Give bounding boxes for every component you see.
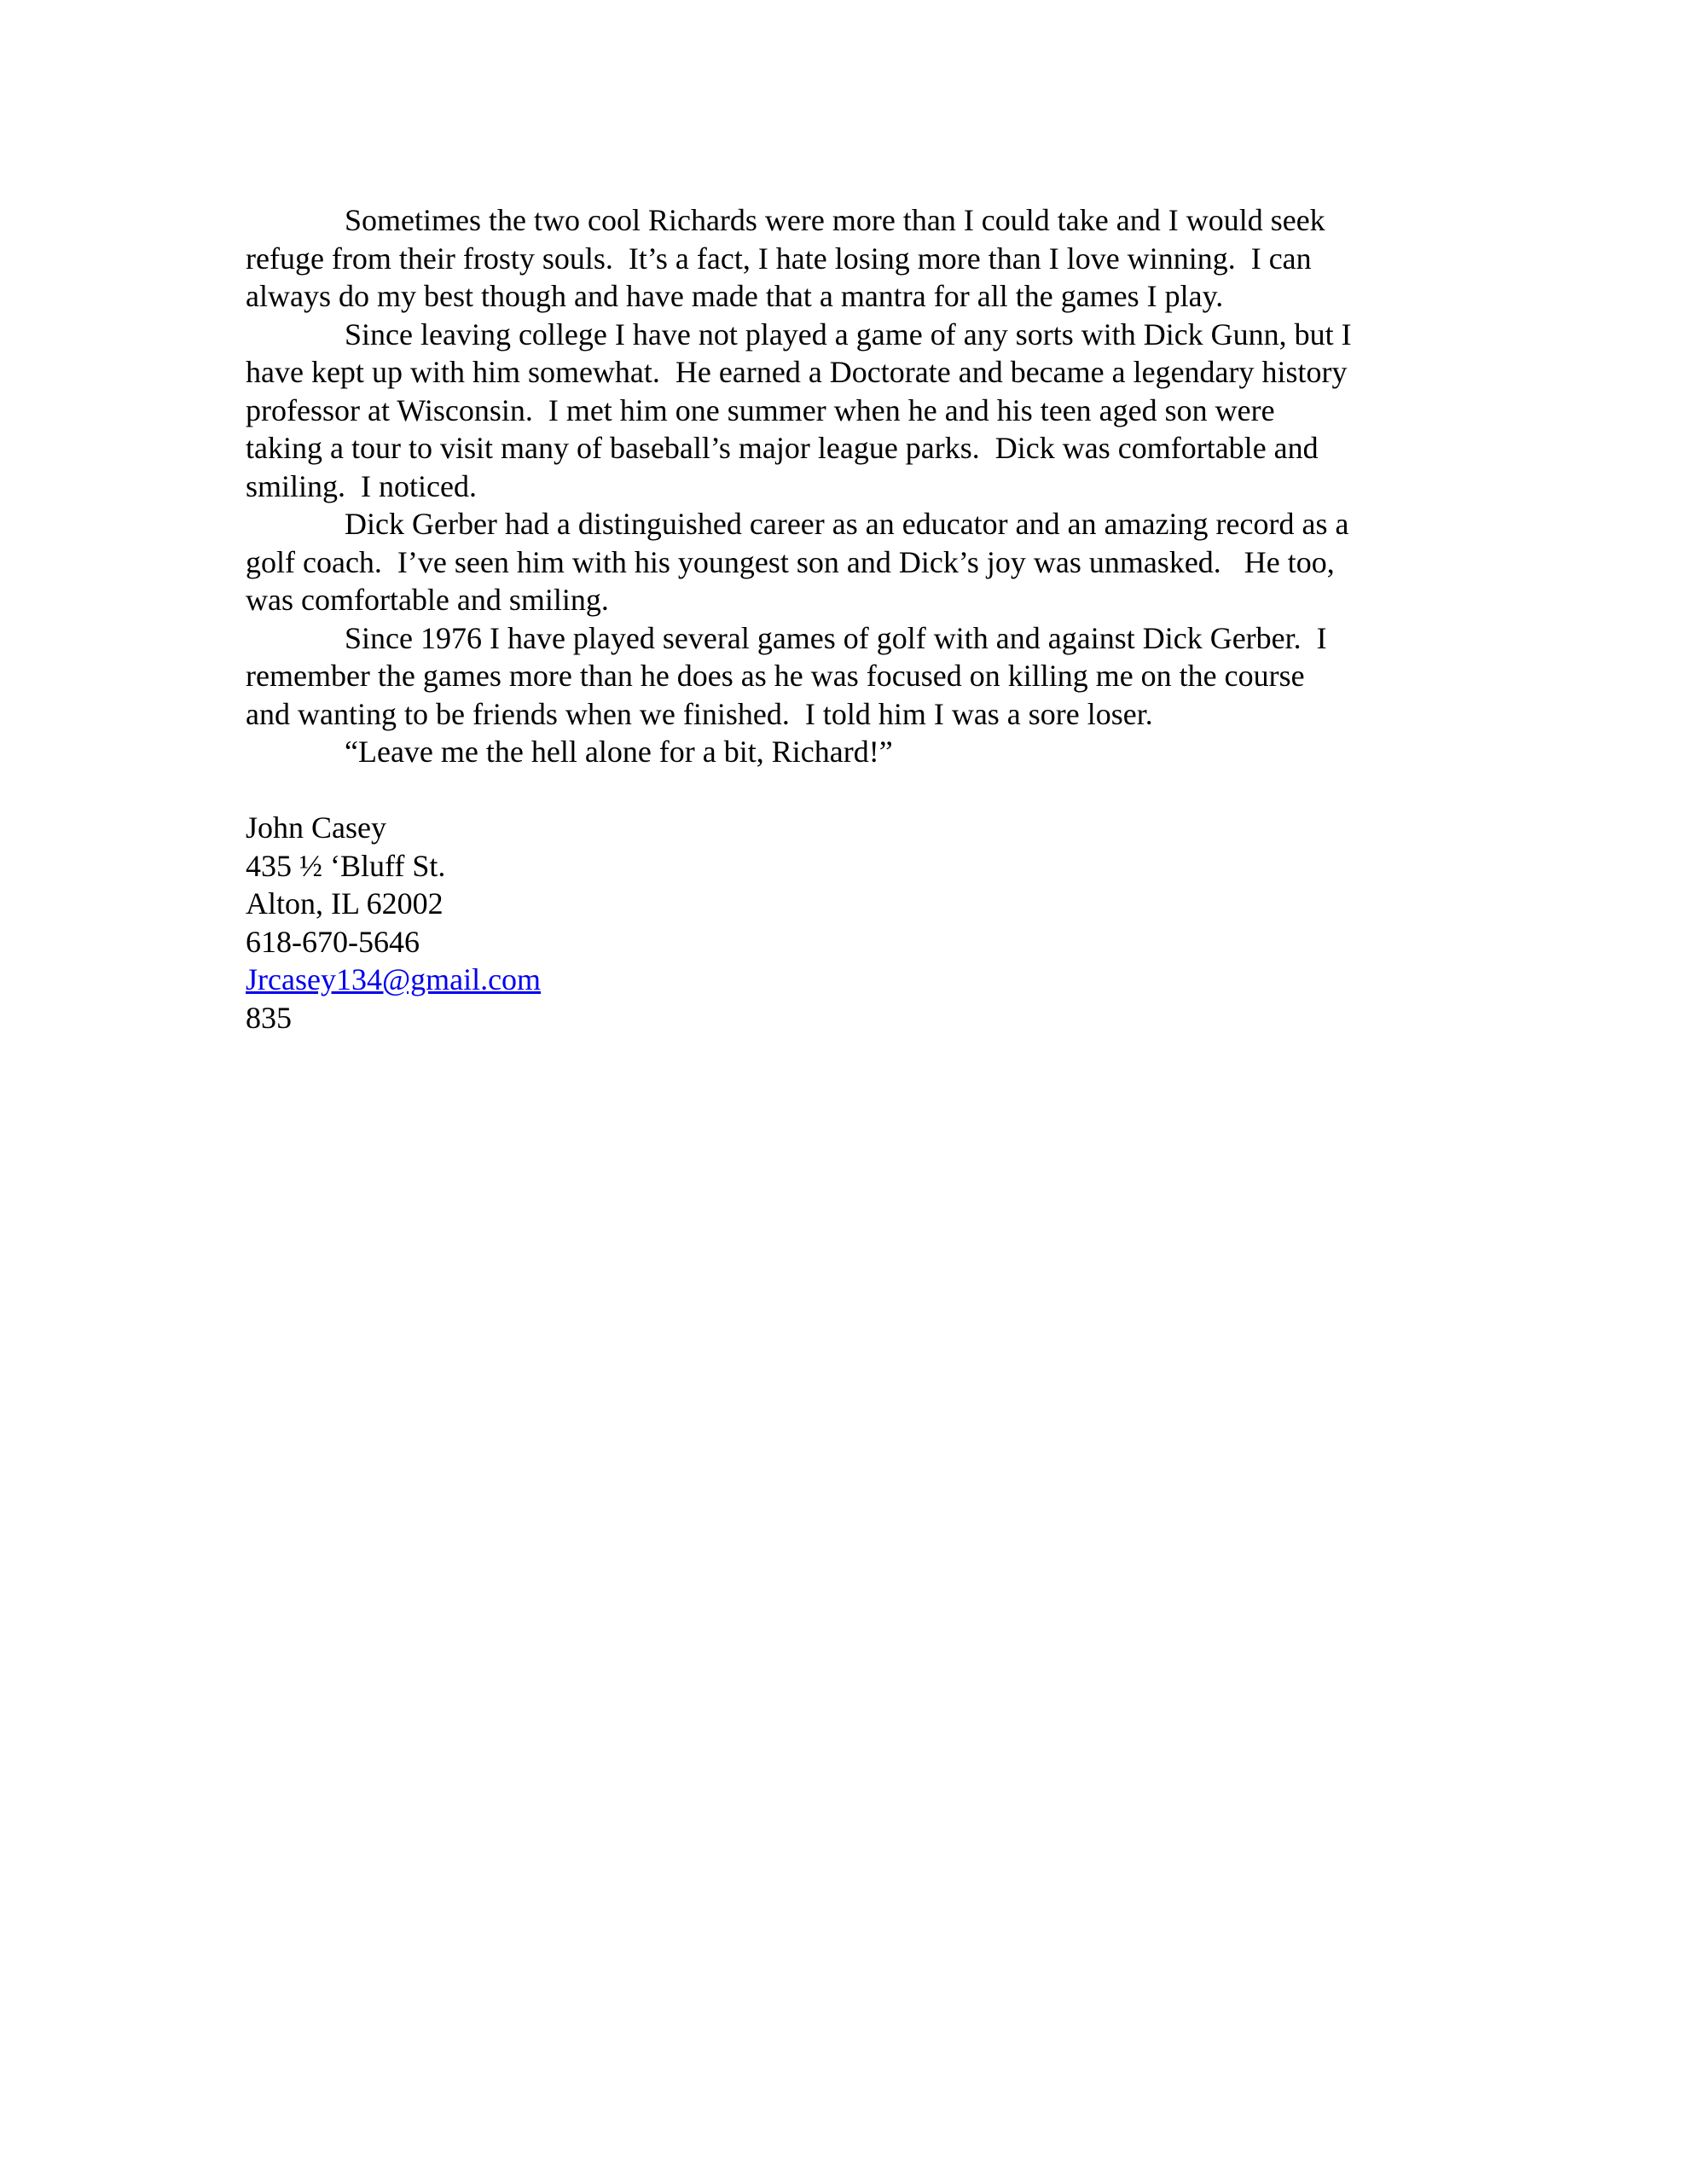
paragraph-5 (246, 733, 1457, 771)
paragraph-2 (246, 316, 1457, 506)
city-state-zip: Alton, IL 62002 (246, 886, 443, 921)
email-link[interactable]: Jrcasey134@gmail.com (246, 962, 542, 996)
word-count: 835 (246, 1000, 292, 1035)
paragraph-line: smiling. I noticed. (246, 468, 477, 503)
paragraph-line: “Leave me the hell alone for a bit, Richard!” (345, 735, 893, 769)
paragraph-line: golf coach. I’ve seen him with his youngest son and Dick’s joy was unmasked. He too, (246, 544, 1335, 579)
paragraph-line: Dick Gerber had a distinguished career as an educator and an amazing record as a (345, 507, 1349, 541)
phone-number: 618-670-5646 (246, 924, 420, 959)
paragraph-line: professor at Wisconsin. I met him one summer when he and his teen aged son were (246, 392, 1275, 427)
paragraph-line: Since 1976 I have played several games of golf with and against Dick Gerber. I (345, 620, 1327, 655)
email-line (246, 961, 1457, 999)
street-address: 435 ½ ‘Bluff St. (246, 848, 446, 883)
paragraph-line: Sometimes the two cool Richards were more than I could take and I would seek (345, 203, 1325, 237)
paragraph-line: always do my best though and have made that a mantra for all the games I play. (246, 279, 1224, 313)
paragraph-line: was comfortable and smiling. (246, 583, 609, 617)
paragraph-line: remember the games more than he does as he was focused on killing me on the course (246, 659, 1305, 693)
author-name: John Casey (246, 810, 386, 845)
paragraph-3 (246, 505, 1457, 619)
paragraph-line: Since leaving college I have not played a game of any sorts with Dick Gunn, but I (345, 317, 1352, 351)
paragraph-1 (246, 201, 1457, 316)
paragraph-line: taking a tour to visit many of baseball’s major league parks. Dick was comfortable and (246, 431, 1319, 465)
document-body (246, 201, 1457, 1037)
signature-block (246, 809, 1457, 1037)
paragraph-line: and wanting to be friends when we finished. I told him I was a sore loser. (246, 696, 1153, 731)
paragraph-line: refuge from their frosty souls. It’s a fact, I hate losing more than I love winning. I can (246, 241, 1312, 276)
paragraph-4 (246, 619, 1457, 734)
paragraph-line: have kept up with him somewhat. He earned a Doctorate and became a legendary history (246, 355, 1348, 389)
